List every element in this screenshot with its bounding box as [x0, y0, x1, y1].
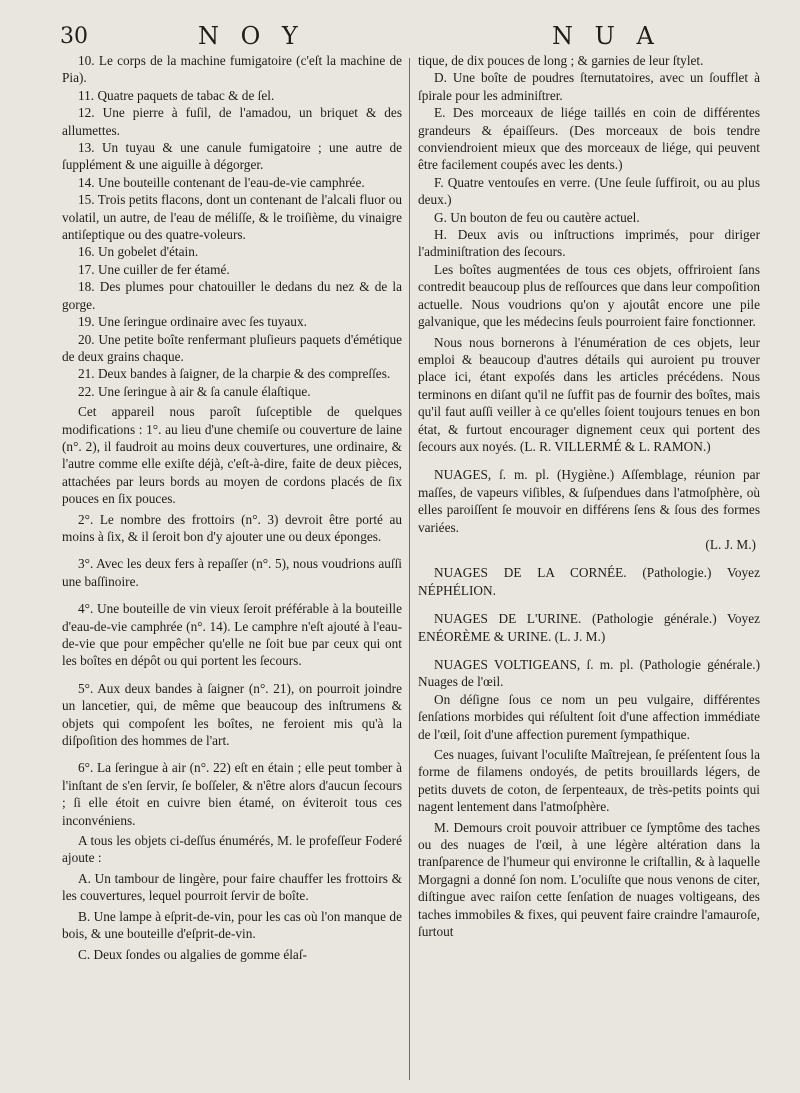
paragraph: Cet appareil nous paroît ſuſceptible de quelques modifications : 1°. au lieu d'une chemiſe ou couverture de laine (n°. 2), il faudroit au moins deux couvertures, une ordinaire, & l'autre comme elle exiſte déjà, c'eſt-à-dire, faite de deux pièces, attachées par leurs bords au moyen de cordons placés de ſix pouces en ſix pouces. — [62, 404, 402, 507]
paragraph: 15. Trois petits flacons, dont un contenant de l'alcali fluor ou volatil, un autre, de l'eau de méliſſe, & le troiſième, du vinaigre antiſeptique ou des quatre-voleurs. — [62, 192, 402, 243]
right-column — [418, 52, 760, 1082]
left-running-head: N O Y — [198, 22, 305, 50]
paragraph: F. Quatre ventouſes en verre. (Une ſeule ſuffiroit, ou au plus deux.) — [418, 174, 760, 208]
paragraph: C. Deux ſondes ou algalies de gomme élaſ- — [78, 946, 307, 962]
paragraph: 18. Des plumes pour chatouiller le dedans du nez & de la gorge. — [62, 279, 402, 312]
paragraph: Ces nuages, ſuivant l'oculiſte Maîtrejean, ſe préſentent ſous la forme de filamens ondoyés, de petits brouillards légers, de petits duvets de coton, de ſerpenteaux, de très-petits points qui nagent lentement dans l'atmoſphère. — [418, 747, 760, 815]
paragraph: NUAGES DE L'URINE. (Pathologie générale.) Voyez ENÉORÈME & URINE. (L. J. M.) — [418, 611, 760, 644]
paragraph: 17. Une cuiller de fer étamé. — [78, 261, 230, 277]
paragraph: NUAGES VOLTIGEANS, ſ. m. pl. (Pathologie générale.) Nuages de l'œil. — [418, 657, 760, 690]
paragraph: 11. Quatre paquets de tabac & de ſel. — [78, 87, 275, 103]
paragraph: tique, de dix pouces de long ; & garnies de leur ſtylet. — [418, 53, 704, 68]
paragraph: E. Des morceaux de liége taillés en coin de différentes grandeurs & épaiſſeurs. (Des morceaux de bois tendre conviendroient mieux que des morceaux de liége, qui peuvent être facilement coupés avec les dents.) — [418, 105, 760, 173]
paragraph: B. Une lampe à eſprit-de-vin, pour les cas où l'on manque de bois, & une bouteille d'eſprit-de-vin. — [62, 908, 402, 942]
paragraph: 3°. Avec les deux fers à repaſſer (n°. 5), nous voudrions auſſi une baſſinoire. — [62, 556, 402, 589]
paragraph: NUAGES, ſ. m. pl. (Hygiène.) Aſſemblage, réunion par maſſes, de vapeurs viſibles, & ſuſpendues dans l'atmoſphère, où elles paroiſſent ſe mouvoir en différens ſens & ſous des formes variées. — [418, 467, 760, 535]
paragraph: M. Demours croit pouvoir attribuer ce ſymptôme des taches ou des nuages de l'œil, à une légère altération dans la tranſparence de l'humeur qui environne le criſtallin, & à laquelle Morgagni a donné ſon nom. L'oculiſte que nous venons de citer, diſtingue avec raiſon cette ſenſation de nuages voltigeans, des taches immobiles & fixes, qui peuvent faire craindre l'amauroſe, ſurtout — [418, 819, 760, 940]
paragraph: 16. Un gobelet d'étain. — [78, 244, 199, 260]
paragraph: 5°. Aux deux bandes à ſaigner (n°. 21), on pourroit joindre un lancetier, qui, de même que beaucoup des inſtrumens & objets qui compoſent les boîtes, ne feroient mis qu'à la diſpoſition des hommes de l'art. — [62, 680, 402, 749]
paragraph: 4°. Une bouteille de vin vieux ſeroit préférable à la bouteille d'eau-de-vie camphrée (n°. 14). Le camphre n'eſt ajouté à l'eau-de-vie que pour empêcher qu'elle ne ſoit bue par ceux qui ont les boîtes en dépôt ou qui portent les ſecours. — [62, 601, 402, 669]
paragraph: 2°. Le nombre des frottoirs (n°. 3) devroit être porté au moins à ſix, & il ſeroit bon d'y ajouter une ou deux éponges. — [62, 511, 402, 544]
paragraph: 20. Une petite boîte renfermant pluſieurs paquets d'émétique de deux grains chaque. — [62, 331, 402, 364]
paragraph: 22. Une ſeringue à air & ſa canule élaſtique. — [78, 383, 311, 399]
paragraph: H. Deux avis ou inſtructions imprimés, pour diriger l'adminiſtration des ſecours. — [418, 227, 760, 260]
paragraph: G. Un bouton de feu ou cautère actuel. — [434, 209, 640, 225]
paragraph: 12. Une pierre à fuſil, de l'amadou, un briquet & des allumettes. — [62, 105, 402, 138]
paragraph: 14. Une bouteille contenant de l'eau-de-vie camphrée. — [78, 174, 365, 190]
paragraph: Nous nous bornerons à l'énumération de ces objets, leur emploi & beaucoup d'autres détails qui auroient pu trouver place ici, étant expoſés dans les articles précédens. Nous terminons en diſant qu'il ne ſuffit pas de fournir des boîtes, mais qu'il faut auſſi veiller à ce qu'elles ſoient toujours tenues en bon état, & furtout encourager dignement ceux qui portent des ſecours aux noyés. (L. R. VILLERMÉ & L. RAMON.) — [418, 334, 760, 454]
paragraph: 6°. La ſeringue à air (n°. 22) eſt en étain ; elle peut tomber à l'inſtant de s'en ſervir, ſe boſſeler, & n'être alors d'aucun ſecours ; ſi elle étoit en cuivre bien étamé, on éviteroit tous ces inconvéniens. — [62, 760, 402, 828]
page-number: 30 — [60, 24, 88, 49]
paragraph: 19. Une ſeringue ordinaire avec ſes tuyaux. — [78, 314, 307, 330]
paragraph: A tous les objets ci-deſſus énumérés, M. le profeſſeur Foderé ajoute : — [62, 833, 402, 866]
paragraph: (L. J. M.) — [705, 536, 756, 552]
column-rule — [409, 58, 410, 1080]
paragraph: 10. Le corps de la machine fumigatoire (c'eſt la machine de Pia). — [62, 53, 402, 86]
paragraph: NUAGES DE LA CORNÉE. (Pathologie.) Voyez NÉPHÉLION. — [418, 565, 760, 598]
right-running-head: N U A — [552, 22, 661, 50]
paragraph: Les boîtes augmentées de tous ces objets, offriroient ſans contredit beaucoup plus de reſſources que dans leur compoſition actuelle. Nous voudrions qu'on y ajoutât encore une pile galvanique, que les médecins ſeuls pourroient faire fonctionner. — [418, 261, 760, 330]
paragraph: D. Une boîte de poudres ſternutatoires, avec un ſoufflet à ſpirale pour les adminiſtrer. — [418, 70, 760, 103]
paragraph: On déſigne ſous ce nom un peu vulgaire, différentes ſenſations morbides qui réſultent ſoit d'une affection immédiate de l'œil, ſoit d'une affection purement ſympathique. — [418, 691, 760, 742]
paragraph: 21. Deux bandes à ſaigner, de la charpie & des compreſſes. — [78, 366, 391, 382]
left-column — [62, 52, 402, 1082]
paragraph: A. Un tambour de lingère, pour faire chauffer les frottoirs & les couvertures, lequel pourroit ſervir de boîte. — [62, 870, 402, 904]
paragraph: 13. Un tuyau & une canule fumigatoire ; une autre de ſupplément & une aiguille à dégorger. — [62, 140, 402, 173]
running-header — [0, 22, 800, 56]
